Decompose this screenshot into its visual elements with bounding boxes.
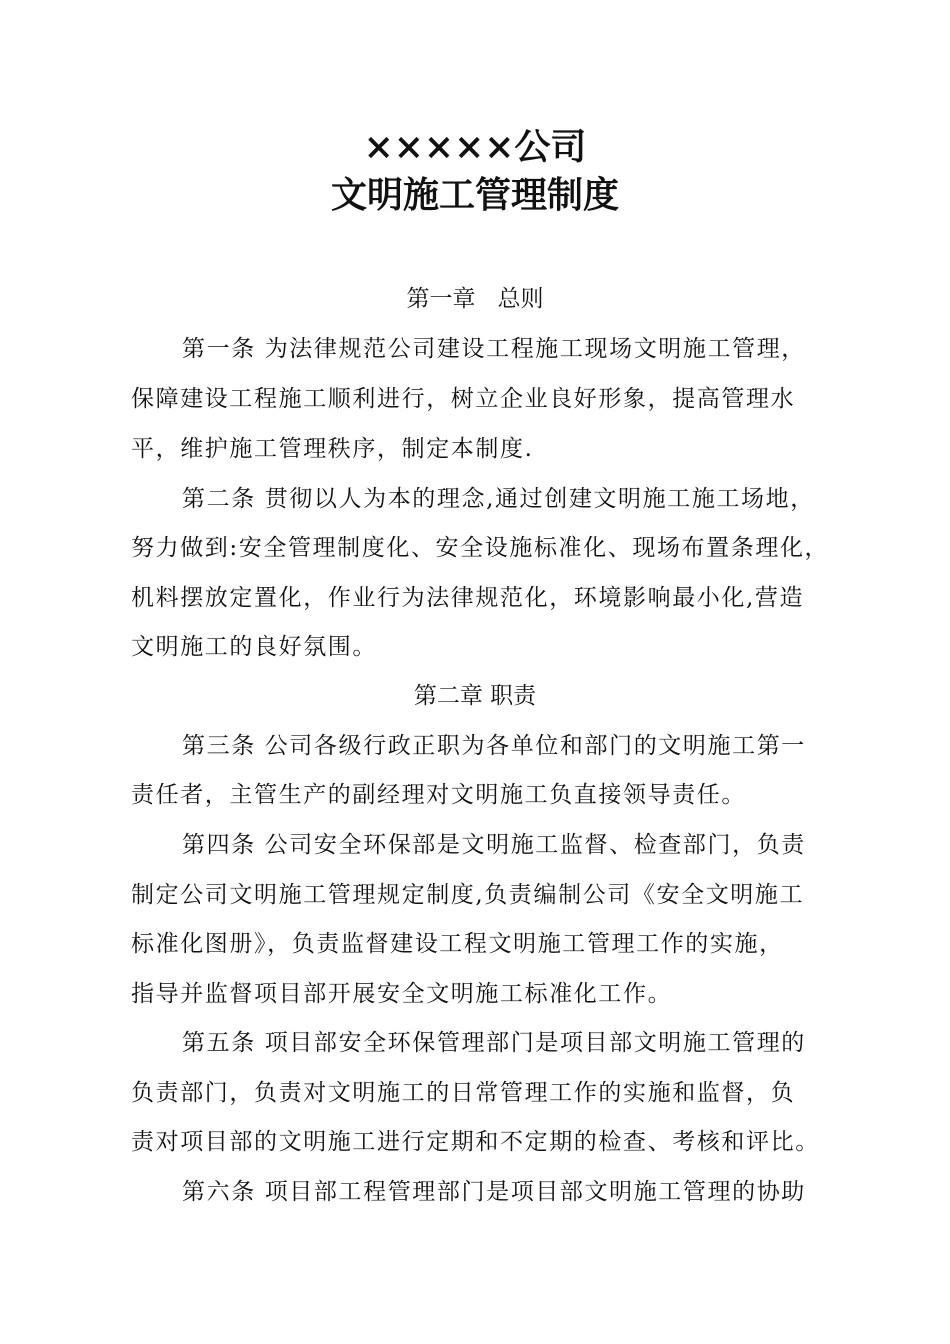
article-4-line-4: 指导并监督项目部开展安全文明施工标准化工作。 (131, 981, 673, 1007)
article-4-line-1: 第四条 公司安全环保部是文明施工监督、检查部门，负责 (182, 832, 806, 858)
article-1-line-1: 第一条 为法律规范公司建设工程施工现场文明施工管理， (182, 336, 806, 362)
chapter-heading-2: 第二章 职责 (413, 683, 537, 709)
article-5-line-3: 责对项目部的文明施工进行定期和不定期的检查、考核和评比。 (131, 1129, 820, 1155)
article-6-line-1: 第六条 项目部工程管理部门是项目部文明施工管理的协助 (182, 1179, 806, 1205)
article-1-line-2: 保障建设工程施工顺利进行，树立企业良好形象，提高管理水 (131, 386, 796, 412)
article-2-line-4: 文明施工的良好氛围。 (131, 634, 377, 660)
article-3-line-2: 责任者，主管生产的副经理对文明施工负直接领导责任。 (131, 782, 746, 808)
article-5-line-1: 第五条 项目部安全环保管理部门是项目部文明施工管理的 (182, 1030, 806, 1056)
company-title: ×××××公司 (363, 126, 587, 168)
article-2-line-2: 努力做到:安全管理制度化、安全设施标准化、现场布置条理化， (131, 535, 830, 561)
article-5-line-2: 负责部门，负责对文明施工的日常管理工作的实施和监督，负 (131, 1080, 796, 1106)
article-1-line-3: 平，维护施工管理秩序，制定本制度. (131, 436, 534, 462)
document-title: 文明施工管理制度 (330, 174, 619, 216)
article-3-line-1: 第三条 公司各级行政正职为各单位和部门的文明施工第一 (182, 733, 806, 759)
article-2-line-3: 机料摆放定置化，作业行为法律规范化，环境影响最小化,营造 (131, 585, 805, 611)
article-4-line-2: 制定公司文明施工管理规定制度,负责编制公司《安全文明施工 (131, 882, 805, 908)
article-4-line-3: 标准化图册》，负责监督建设工程文明施工管理工作的实施， (131, 931, 784, 957)
article-2-line-1: 第二条 贯彻以人为本的理念,通过创建文明施工施工场地， (182, 486, 815, 512)
chapter-heading-1: 第一章 总则 (406, 286, 544, 312)
